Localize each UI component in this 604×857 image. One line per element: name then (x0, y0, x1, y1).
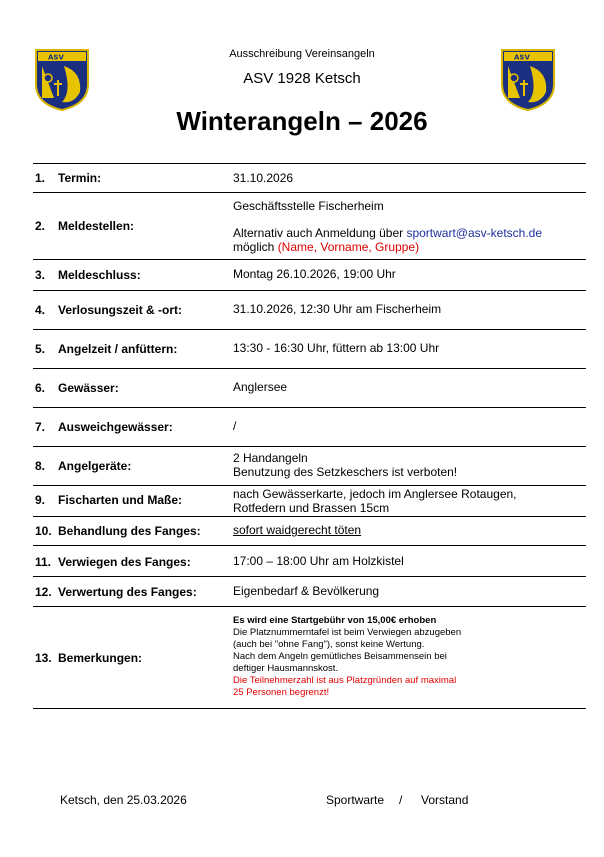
divider (33, 545, 586, 546)
item-number: 13. (35, 651, 52, 665)
item-value: Anglersee (233, 380, 288, 394)
item-label: Fischarten und Maße: (58, 493, 183, 507)
item-number: 9. (35, 493, 46, 507)
divider (33, 368, 586, 369)
divider (33, 576, 586, 577)
signature-vorstand: Vorstand (421, 793, 469, 807)
item-number: 12. (35, 585, 52, 599)
divider (33, 407, 586, 408)
item-value: Geschäftsstelle Fischerheim (233, 199, 384, 213)
signature-sportwarte: Sportwarte (326, 793, 385, 807)
divider (33, 290, 586, 291)
item-value: Rotfedern und Brassen 15cm (233, 501, 390, 515)
item-number: 5. (35, 342, 46, 356)
item-value: nach Gewässerkarte, jedoch im Anglersee Rotaugen, (233, 487, 517, 501)
place-date: Ketsch, den 25.03.2026 (60, 793, 187, 807)
item-number: 2. (35, 219, 46, 233)
divider (33, 163, 586, 164)
divider (33, 606, 586, 607)
document-title: Winterangeln – 2026 (176, 106, 428, 136)
item-label: Behandlung des Fanges: (58, 524, 201, 538)
item-label: Termin: (58, 171, 102, 185)
divider (33, 485, 586, 486)
email-link[interactable]: sportwart@asv-ketsch.de (406, 226, 543, 240)
item-number: 11. (35, 555, 52, 569)
item-label: Bemerkungen: (58, 651, 143, 665)
logo-text: ASV (48, 53, 64, 62)
item-value-line (233, 240, 583, 254)
item-number: 6. (35, 381, 46, 395)
text: möglich (233, 240, 278, 254)
item-value: 17:00 – 18:00 Uhr am Holzkistel (233, 554, 404, 568)
item-value: / (233, 419, 237, 433)
item-number: 7. (35, 420, 46, 434)
remark-line: Die Platznummerntafel ist beim Verwiegen abzugeben (233, 627, 462, 638)
item-label: Verwiegen des Fanges: (58, 555, 191, 569)
remark-line: (auch bei "ohne Fang"), sonst keine Wertung. (233, 639, 425, 650)
remark-line: deftiger Hausmannskost. (233, 663, 339, 674)
item-value-line (233, 226, 583, 240)
divider (33, 259, 586, 260)
document-subtitle: Ausschreibung Vereinsangeln (229, 48, 375, 60)
item-label: Angelzeit / anfüttern: (58, 342, 178, 356)
item-label: Verwertung des Fanges: (58, 585, 197, 599)
participant-limit-note: 25 Personen begrenzt! (233, 687, 330, 698)
item-number: 3. (35, 268, 46, 282)
item-label: Angelgeräte: (58, 459, 132, 473)
item-label: Ausweichgewässer: (58, 420, 173, 434)
item-value: sofort waidgerecht töten (233, 523, 362, 537)
signature-separator: / (399, 793, 403, 807)
item-number: 4. (35, 303, 46, 317)
item-number: 10. (35, 524, 52, 538)
item-value: Montag 26.10.2026, 19:00 Uhr (233, 267, 396, 281)
item-value: Eigenbedarf & Bevölkerung (233, 584, 380, 598)
divider (33, 516, 586, 517)
fee-note: Es wird eine Startgebühr von 15,00€ erhoben (233, 615, 437, 626)
item-value: 13:30 - 16:30 Uhr, füttern ab 13:00 Uhr (233, 341, 440, 355)
remark-line: Nach dem Angeln gemütliches Beisammensein bei (233, 651, 447, 662)
club-name: ASV 1928 Ketsch (243, 70, 361, 87)
item-label: Meldeschluss: (58, 268, 141, 282)
divider (33, 708, 586, 709)
text: Alternativ auch Anmeldung über (233, 226, 407, 240)
item-label: Gewässer: (58, 381, 119, 395)
item-value: 2 Handangeln (233, 451, 308, 465)
item-label: Verlosungszeit & -ort: (58, 303, 183, 317)
divider (33, 192, 586, 193)
item-value: Benutzung des Setzkeschers ist verboten! (233, 465, 458, 479)
item-number: 1. (35, 171, 46, 185)
item-value: 31.10.2026 (233, 171, 294, 185)
divider (33, 446, 586, 447)
logo-text: ASV (514, 53, 530, 62)
participant-limit-note: Die Teilnehmerzahl ist aus Platzgründen auf maximal (233, 675, 457, 686)
item-label: Meldestellen: (58, 219, 135, 233)
required-fields-note: (Name, Vorname, Gruppe) (277, 240, 420, 254)
item-number: 8. (35, 459, 46, 473)
divider (33, 329, 586, 330)
item-value: 31.10.2026, 12:30 Uhr am Fischerheim (233, 302, 442, 316)
